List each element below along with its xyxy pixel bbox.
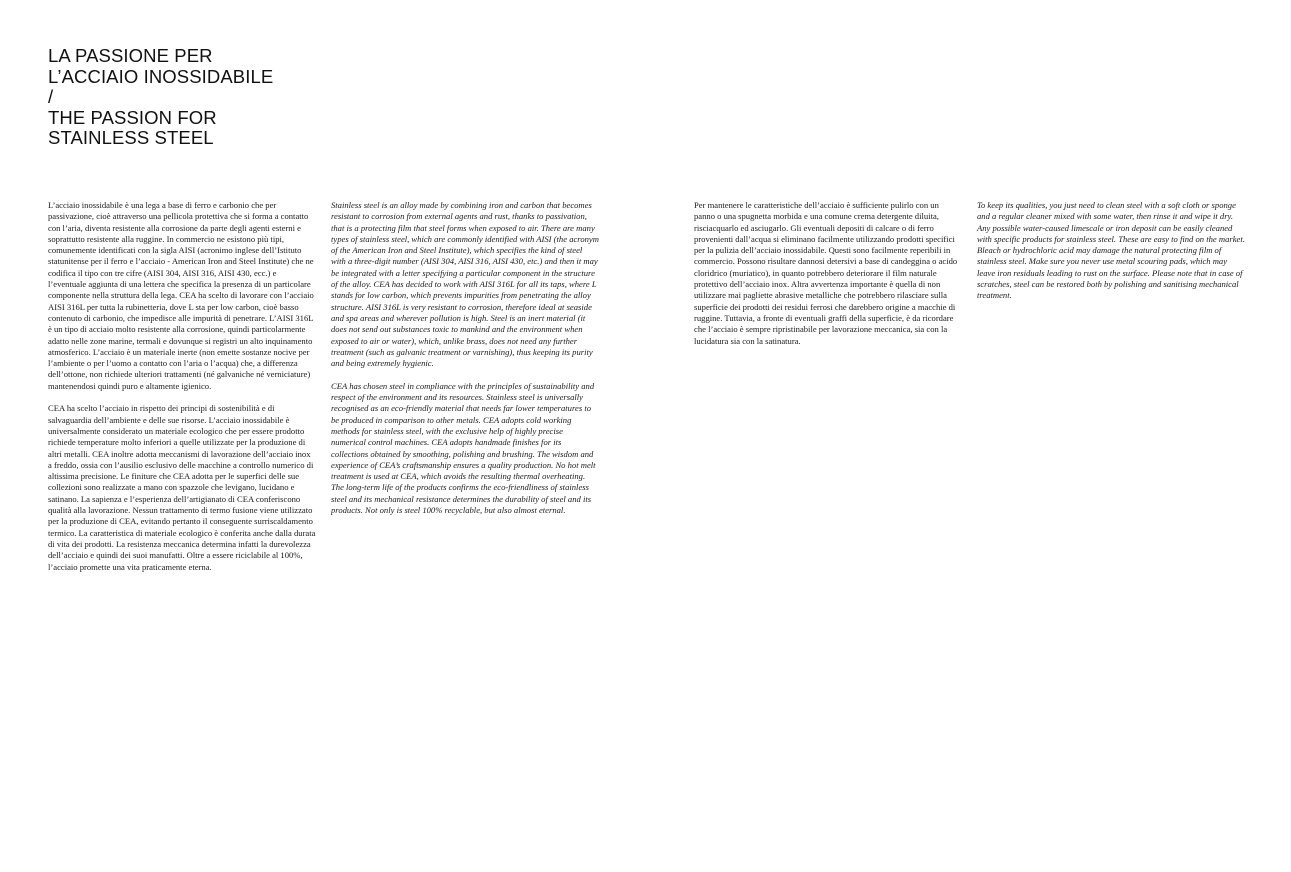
title-line-italian-2: L’ACCIAIO INOSSIDABILE xyxy=(48,65,274,87)
english-care-paragraph: To keep its qualities, you just need to clean steel with a soft cloth or sponge and a regular cleaner mixed with some water, then rinse it and wipe it dry. Any possible water-caused limescale or iron deposit can be easily cleaned with specific products for stainless steel. These are easy to find on the market. Bleach or hydrochloric acid may damage the natural protecting film of stainless steel. Make sure you never use metal scouring pads, which may leave iron residuals leading to rust on the surface. Please note that in case of scratches, steel can be restored both by polishing and sanitising mechanical treatment. xyxy=(977,200,1245,301)
english-care-column xyxy=(977,200,1245,313)
title-line-english-2: STAINLESS STEEL xyxy=(48,127,214,148)
page-title xyxy=(48,46,273,149)
title-line-italian-1: LA PASSIONE PER xyxy=(48,45,213,66)
english-material-paragraph-1: Stainless steel is an alloy made by combining iron and carbon that becomes resistant to corrosion from external agents and rust, thanks to passivation, that is a protecting film that steel forms when exposed to air. There are many types of stainless steel, which are commonly identified with AISI (the acronym of the American Iron and Steel Institute), which specifies the kind of steel with a three-digit number (AISI 304, AISI 316, AISI 430, etc.) and then it may be integrated with a letter specifying a particular component in the structure of the alloy. CEA has decided to work with AISI 316L for all its taps, where L stands for low carbon, which prevents impurities from penetrating the alloy structure. AISI 316L is very resistant to corrosion, therefore ideal at seaside and spa areas and wherever pollution is high. Steel is an inert material (it does not send out substances toxic to mankind and the environment when exposed to air or water), which, unlike brass, does not need any further treatment (such as galvanic treatment or varnishing), thus keeping its purity and being extremely hygienic. xyxy=(331,200,599,369)
title-line-english-1: THE PASSION FOR xyxy=(48,106,217,128)
italian-care-paragraph: Per mantenere le caratteristiche dell’acciaio è sufficiente pulirlo con un panno o una spugnetta morbida e una comune crema detergente diluita, risciacquarlo ed asciugarlo. Gli eventuali depositi di calcare o di ferro provenienti dall’acqua si eliminano facilmente utilizzando prodotti specifici per la pulizia dell’acciaio inossidabile. Questi sono facilmente reperibili in commercio. Possono risultare dannosi detersivi a base di candeggina o acido cloridrico (muriatico), in quanto potrebbero deteriorare il film naturale protettivo dell’acciaio inox. Altra avvertenza importante è quella di non utilizzare mai pagliette abrasive metalliche che potrebbero rilasciare sulla superficie dei prodotti dei residui ferrosi che darebbero origine a macchie di ruggine. Tuttavia, a fronte di eventuali graffi della superficie, è da ricordare che l’acciaio è sempre ripristinabile per lavorazione meccanica, sia con la lucidatura sia con la satinatura. xyxy=(694,200,958,346)
italian-care-column xyxy=(694,200,962,358)
italian-material-paragraph-2: CEA ha scelto l’acciaio in rispetto dei principi di sostenibilità e di salvaguardia dell’ambiente e delle sue risorse. L’acciaio inossidabile è universalmente considerato un materiale ecologico che per essere prodotto richiede temperature molto inferiori a quelle utilizzate per la produzione di altri metalli. CEA inoltre adotta meccanismi di lavorazione dell’acciaio inox a freddo, ossia con l’ausilio esclusivo delle macchine a controllo numerico di altissima precisione. Le finiture che CEA adotta per le superfici delle sue collezioni sono realizzate a mano con spazzole che levigano, lucidano e satinano. La sapienza e l’esperienza dell’artigianato di CEA conferiscono qualità alla lavorazione. Nessun trattamento di termo fusione viene utilizzato per la produzione di CEA, evitando pertanto il conseguente surriscaldamento termico. La caratteristica di materiale ecologico è conferita anche dalla durata di vita dei prodotti. La resistenza meccanica determina infatti la durevolezza dell’acciaio e quindi dei suoi manufatti. Oltre a essere riciclabile al 100%, l’acciaio promette una vita praticamente eterna. xyxy=(48,403,316,572)
english-material-paragraph-2: CEA has chosen steel in compliance with the principles of sustainability and respect of the environment and its resources. Stainless steel is universally recognised as an eco-friendly material that needs far lower temperatures to be produced in comparison to other metals. CEA adopts cold working methods for stainless steel, with the exclusive help of highly precise numerical control machines. CEA adopts handmade finishes for its collections obtained by smoothing, polishing and brushing. The wisdom and experience of CEA’s craftsmanship ensures a quality production. No hot melt treatment is used at CEA, which avoids the resulting thermal overheating. The long-term life of the products confirms the eco-friendliness of stainless steel and its mechanical resistance determines the durability of steel and its products. Not only is steel 100% recyclable, but also almost eternal. xyxy=(331,380,596,516)
title-separator: / xyxy=(48,86,54,107)
english-material-column xyxy=(331,200,599,528)
italian-material-column xyxy=(48,200,316,584)
italian-material-paragraph-1: L’acciaio inossidabile è una lega a base di ferro e carbonio che per passivazione, cioè attraverso una pellicola protettiva che si forma a contatto con l’aria, diventa resistente alla corrosione da parte degli agenti esterni e soprattutto resistente alla ruggine. In commercio ne esistono più tipi, comunemente identificati con la sigla AISI (acronimo inglese dell’Istituto statunitense per il ferro e l’acciaio - American Iron and Steel Institute) che ne codifica il tipo con tre cifre (AISI 304, AISI 316, AISI 430, ecc.) e l’eventuale aggiunta di una lettera che specifica la presenza di un particolare componente nella struttura della lega. CEA ha scelto di lavorare con l’acciaio AISI 316L per tutta la rubinetteria, dove L sta per low carbon, cioè basso contenuto di carbonio, che impedisce alle impurità di penetrare. L’AISI 316L è un tipo di acciaio molto resistente alla corrosione, quindi particolarmente adatto nelle zone marine, termali e dovunque si registri un alto inquinamento atmosferico. L’acciaio è un materiale inerte (non emette sostanze nocive per l’ambiente o per l’uomo a contatto con l’aria o l’acqua) che, a differenza dell’ottone, non richiede ulteriori trattamenti (né galvaniche né verniciature) mantenendosi quindi puro e altamente igienico. xyxy=(48,200,314,391)
